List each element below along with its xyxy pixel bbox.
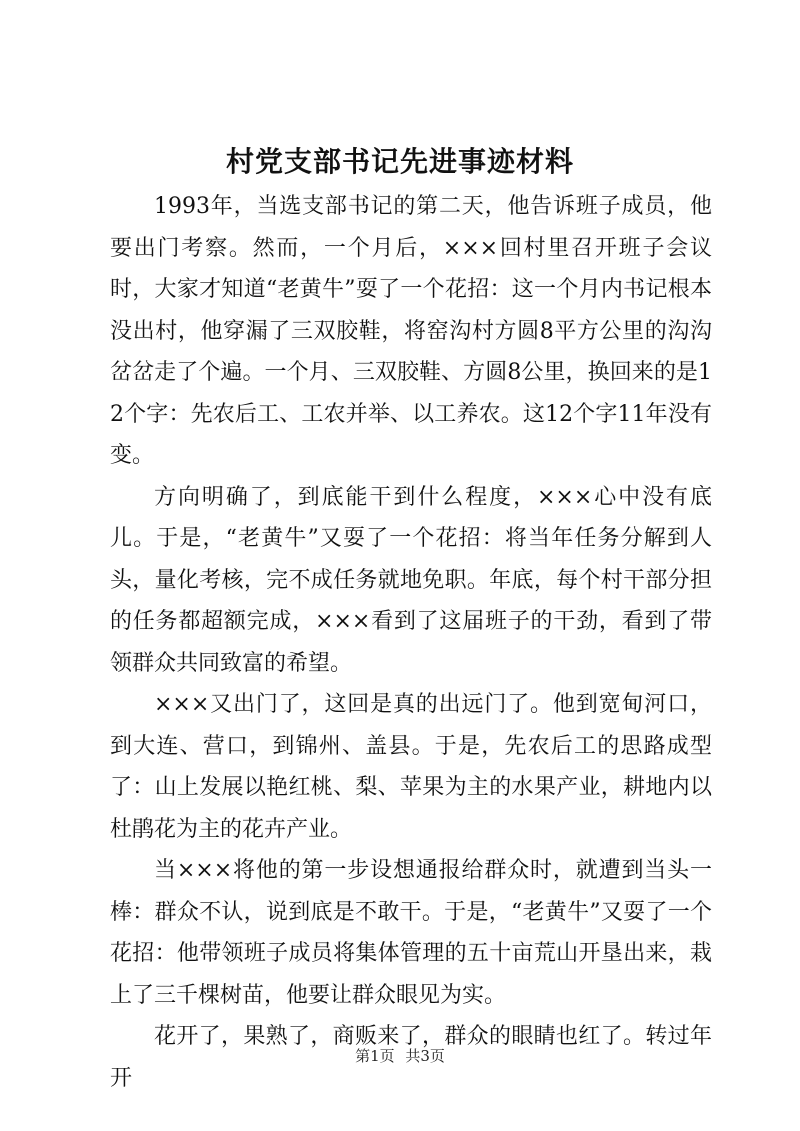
page-total: 共3页	[405, 1047, 445, 1065]
paragraph: ×××又出门了，这回是真的出远门了。他到宽甸河口，到大连、营口，到锦州、盖县。于是，先农后工的思路成型了：山上发展以艳红桃、梨、苹果为主的水果产业，耕地内以杜鹃花为主的花卉产业。	[110, 692, 712, 842]
page-footer	[0, 1045, 800, 1066]
document-title: 村党支部书记先进事迹材料	[225, 145, 574, 178]
paragraph: 1993年，当选支部书记的第二天，他告诉班子成员，他要出门考察。然而，一个月后，×××回村里召开班子会议时，大家才知道“老黄牛”耍了一个花招：这一个月内书记根本没出村，他穿漏了三双胶鞋，将窑沟村方圆8平方公里的沟沟岔岔走了个遍。一个月、三双胶鞋、方圆8公里，换回来的是12个字：先农后工、工农并举、以工养农。这12个字11年没有变。	[110, 194, 712, 468]
page-number: 第1页	[355, 1047, 395, 1065]
document-body	[110, 186, 712, 1099]
paragraph: 花开了，果熟了，商贩来了，群众的眼睛也红了。转过年开	[110, 1024, 712, 1091]
paragraph: 方向明确了，到底能干到什么程度，×××心中没有底儿。于是，“老黄牛”又耍了一个花招：将当年任务分解到人头，量化考核，完不成任务就地免职。年底，每个村干部分担的任务都超额完成，×××看到了这届班子的干劲，看到了带领群众共同致富的希望。	[110, 484, 712, 676]
paragraph: 当×××将他的第一步设想通报给群众时，就遭到当头一棒：群众不认，说到底是不敢干。于是，“老黄牛”又耍了一个花招：他带领班子成员将集体管理的五十亩荒山开垦出来，栽上了三千棵树苗，他要让群众眼见为实。	[110, 858, 712, 1008]
